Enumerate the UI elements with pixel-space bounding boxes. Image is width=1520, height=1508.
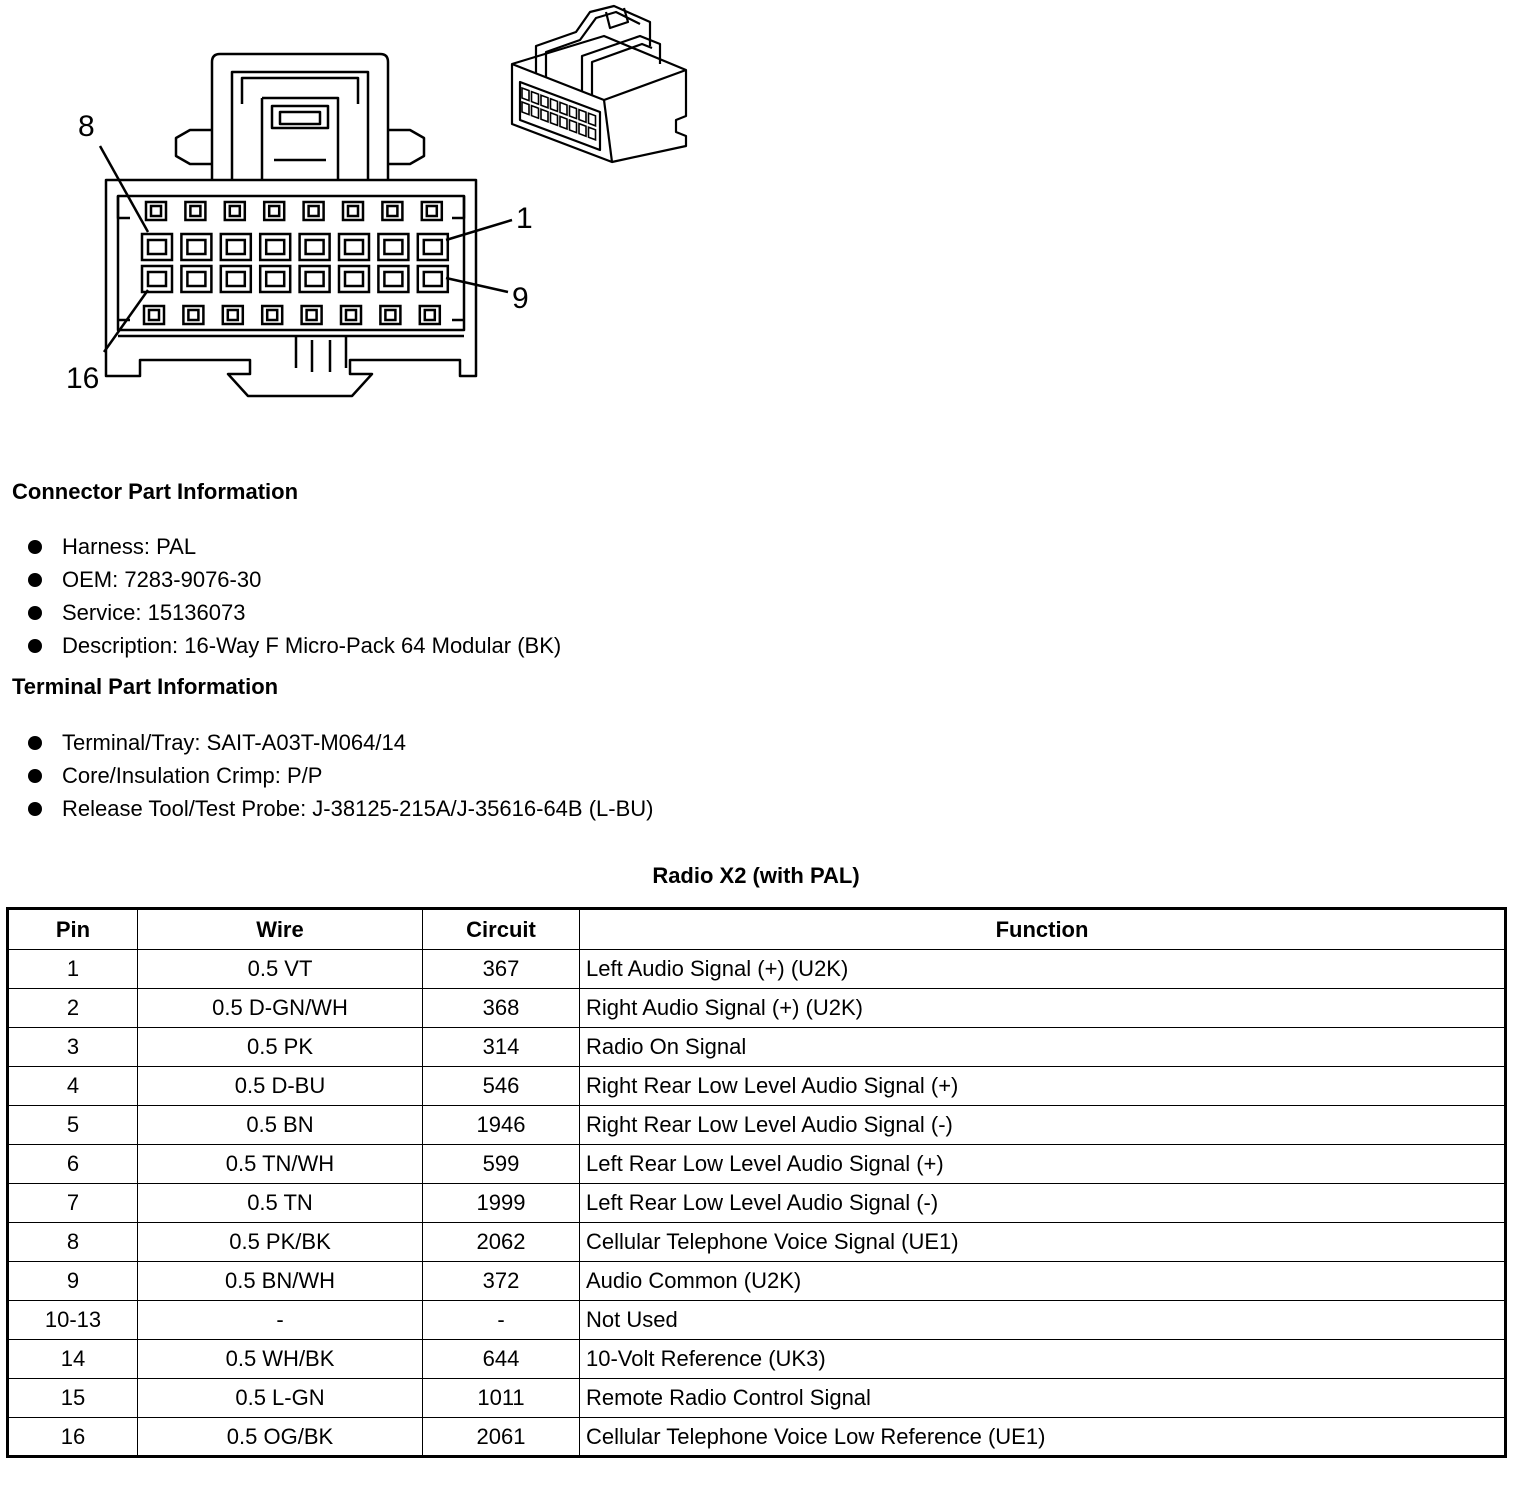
bottom-slot — [223, 306, 243, 324]
cell-pin: 2 — [8, 989, 138, 1028]
pin-label-16: 16 — [66, 362, 100, 395]
list-item: Terminal/Tray: SAIT-A03T-M064/14 — [26, 726, 653, 759]
cell-pin: 10-13 — [8, 1301, 138, 1340]
cell-function: Cellular Telephone Voice Signal (UE1) — [580, 1223, 1506, 1262]
cell-circuit: 546 — [423, 1067, 580, 1106]
terminal-part-info-title: Terminal Part Information — [12, 674, 279, 699]
cell-circuit: 368 — [423, 989, 580, 1028]
cell-pin: 1 — [8, 950, 138, 989]
cell-wire: 0.5 PK/BK — [138, 1223, 423, 1262]
cavity-pin-8 — [142, 234, 172, 260]
cell-function: Cellular Telephone Voice Low Reference (UE1) — [580, 1418, 1506, 1457]
cell-wire: 0.5 L-GN — [138, 1379, 423, 1418]
cell-function: Remote Radio Control Signal — [580, 1379, 1506, 1418]
bottom-slot — [420, 306, 440, 324]
cavity-pin-6 — [221, 234, 251, 260]
cavity-pin-10 — [378, 266, 408, 292]
table-row — [8, 1418, 1506, 1457]
bottom-slot-row — [144, 306, 440, 324]
table-row — [8, 1379, 1506, 1418]
table-row — [8, 1028, 1506, 1067]
connector-isometric-icon — [512, 6, 686, 162]
cell-pin: 15 — [8, 1379, 138, 1418]
bottom-slot — [302, 306, 322, 324]
top-slot — [422, 202, 442, 220]
cell-wire: 0.5 WH/BK — [138, 1340, 423, 1379]
cell-circuit: - — [423, 1301, 580, 1340]
cell-function: Right Rear Low Level Audio Signal (+) — [580, 1067, 1506, 1106]
list-item: Description: 16-Way F Micro-Pack 64 Modular (BK) — [26, 629, 561, 662]
pin-label-8: 8 — [78, 110, 95, 143]
pin-label-1: 1 — [516, 202, 533, 235]
cell-circuit: 2062 — [423, 1223, 580, 1262]
top-slot — [264, 202, 284, 220]
table-row — [8, 1184, 1506, 1223]
cell-wire: 0.5 D-GN/WH — [138, 989, 423, 1028]
list-item: Release Tool/Test Probe: J-38125-215A/J-35616-64B (L-BU) — [26, 792, 653, 825]
cell-wire: 0.5 VT — [138, 950, 423, 989]
cavity-pin-7 — [181, 234, 211, 260]
cell-wire: 0.5 BN — [138, 1106, 423, 1145]
table-body — [8, 950, 1506, 1457]
top-slot — [146, 202, 166, 220]
cavity-row-pins-1-8 — [142, 234, 448, 260]
cell-circuit: 1011 — [423, 1379, 580, 1418]
top-slot — [382, 202, 402, 220]
bottom-slot — [144, 306, 164, 324]
cell-function: Right Audio Signal (+) (U2K) — [580, 989, 1506, 1028]
top-slot — [185, 202, 205, 220]
table-row — [8, 1067, 1506, 1106]
list-item: Harness: PAL — [26, 530, 561, 563]
cell-wire: 0.5 OG/BK — [138, 1418, 423, 1457]
bullet-icon — [28, 606, 42, 620]
cell-wire: 0.5 TN/WH — [138, 1145, 423, 1184]
table-row — [8, 1106, 1506, 1145]
cell-circuit: 1946 — [423, 1106, 580, 1145]
table-row — [8, 1145, 1506, 1184]
cavity-pin-5 — [260, 234, 290, 260]
cavity-pin-15 — [181, 266, 211, 292]
table-row — [8, 1262, 1506, 1301]
terminal-part-info-list — [26, 726, 653, 825]
cavity-pin-4 — [300, 234, 330, 260]
pin-label-9: 9 — [512, 282, 529, 315]
table-row — [8, 950, 1506, 989]
cell-wire: - — [138, 1301, 423, 1340]
cavity-pin-16 — [142, 266, 172, 292]
cell-pin: 16 — [8, 1418, 138, 1457]
connector-diagram — [0, 0, 720, 420]
cell-wire: 0.5 PK — [138, 1028, 423, 1067]
cell-function: Radio On Signal — [580, 1028, 1506, 1067]
bullet-icon — [28, 736, 42, 750]
top-slot-row — [146, 202, 442, 220]
table-row — [8, 989, 1506, 1028]
cavity-pin-2 — [378, 234, 408, 260]
pin-out-table — [6, 907, 1507, 1458]
bottom-slot — [380, 306, 400, 324]
cell-function: Audio Common (U2K) — [580, 1262, 1506, 1301]
cell-pin: 6 — [8, 1145, 138, 1184]
cell-pin: 8 — [8, 1223, 138, 1262]
cavity-pin-1 — [418, 234, 448, 260]
cavity-pin-9 — [418, 266, 448, 292]
bullet-icon — [28, 540, 42, 554]
cell-pin: 7 — [8, 1184, 138, 1223]
cavity-pin-12 — [300, 266, 330, 292]
cell-pin: 14 — [8, 1340, 138, 1379]
header-pin: Pin — [8, 909, 138, 950]
list-item: Service: 15136073 — [26, 596, 561, 629]
cell-function: Not Used — [580, 1301, 1506, 1340]
cell-wire: 0.5 BN/WH — [138, 1262, 423, 1301]
cell-circuit: 314 — [423, 1028, 580, 1067]
cell-pin: 9 — [8, 1262, 138, 1301]
top-slot — [225, 202, 245, 220]
cell-function: Right Rear Low Level Audio Signal (-) — [580, 1106, 1506, 1145]
table-row — [8, 1301, 1506, 1340]
cavity-pin-13 — [260, 266, 290, 292]
cell-circuit: 367 — [423, 950, 580, 989]
cell-circuit: 644 — [423, 1340, 580, 1379]
bottom-slot — [262, 306, 282, 324]
bottom-slot — [183, 306, 203, 324]
cell-pin: 5 — [8, 1106, 138, 1145]
connector-part-info-title: Connector Part Information — [12, 479, 299, 504]
cell-function: 10-Volt Reference (UK3) — [580, 1340, 1506, 1379]
bullet-icon — [28, 769, 42, 783]
cell-pin: 4 — [8, 1067, 138, 1106]
bottom-slot — [341, 306, 361, 324]
cell-circuit: 599 — [423, 1145, 580, 1184]
bullet-icon — [28, 802, 42, 816]
list-item: Core/Insulation Crimp: P/P — [26, 759, 653, 792]
connector-part-info-list — [26, 530, 561, 662]
table-row — [8, 1223, 1506, 1262]
cell-circuit: 1999 — [423, 1184, 580, 1223]
table-row — [8, 1340, 1506, 1379]
cavity-pin-11 — [339, 266, 369, 292]
top-slot — [343, 202, 363, 220]
header-wire: Wire — [138, 909, 423, 950]
cavity-pin-3 — [339, 234, 369, 260]
cavity-row-pins-9-16 — [142, 266, 448, 292]
header-circuit: Circuit — [423, 909, 580, 950]
header-function: Function — [580, 909, 1506, 950]
top-slot — [304, 202, 324, 220]
table-title: Radio X2 (with PAL) — [652, 863, 860, 888]
table-header-row — [8, 909, 1506, 950]
cavity-pin-14 — [221, 266, 251, 292]
cell-function: Left Audio Signal (+) (U2K) — [580, 950, 1506, 989]
cell-circuit: 372 — [423, 1262, 580, 1301]
bullet-icon — [28, 573, 42, 587]
cell-function: Left Rear Low Level Audio Signal (-) — [580, 1184, 1506, 1223]
cell-wire: 0.5 D-BU — [138, 1067, 423, 1106]
cell-pin: 3 — [8, 1028, 138, 1067]
list-item: OEM: 7283-9076-30 — [26, 563, 561, 596]
bullet-icon — [28, 639, 42, 653]
cell-wire: 0.5 TN — [138, 1184, 423, 1223]
cell-function: Left Rear Low Level Audio Signal (+) — [580, 1145, 1506, 1184]
cell-circuit: 2061 — [423, 1418, 580, 1457]
